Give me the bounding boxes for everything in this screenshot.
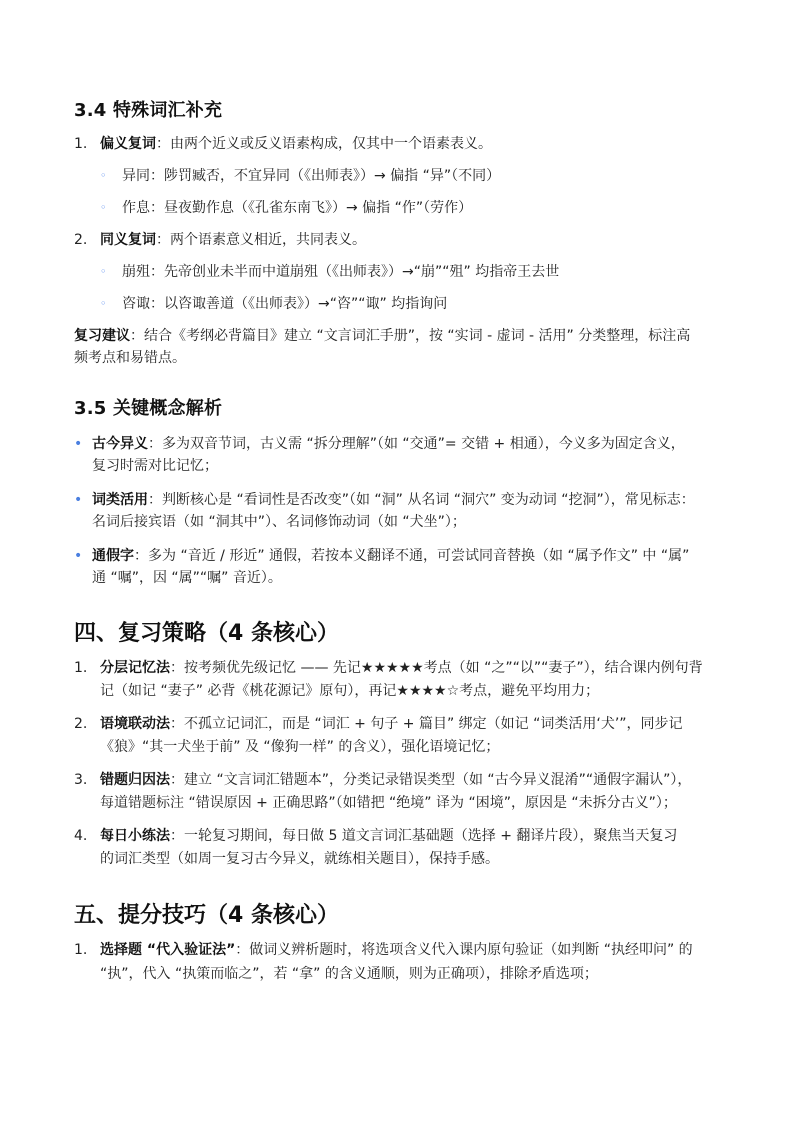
item-text: ：按考频优先级记忆 —— 先记★★★★★考点（如 “之”“以”“妻子”），结合课内例句背 — [170, 660, 703, 676]
section-5-title: 五、提分技巧（4 条核心） — [74, 903, 339, 928]
item-number: 2. — [74, 232, 88, 248]
list-item-cont: 的词汇类型（如周一复习古今异义，就练相关题目），保持手感。 — [100, 851, 499, 867]
list-item — [100, 826, 677, 846]
bullet-item-cont: 复习时需对比记忆； — [92, 458, 218, 474]
sub-item: 作息：昼夜勤作息（《孔雀东南飞》）→ 偏指 “作”（劳作） — [122, 200, 473, 216]
advice-text: ：结合《考纲必背篇目》建立 “文言词汇手册”，按 “实词 - 虚词 - 活用” 分类整理，标注高 — [130, 328, 691, 344]
sub-bullet: ◦ — [100, 265, 107, 278]
term: 复习建议 — [74, 328, 130, 344]
list-item — [100, 770, 691, 790]
item-text: ：多为 “音近 / 形近” 通假，若按本义翻译不通，可尝试同音替换（如 “属予作文” 中 “属” — [134, 548, 690, 564]
bullet-item — [92, 490, 695, 510]
term: 分层记忆法 — [100, 660, 170, 676]
bullet-item — [92, 434, 685, 454]
review-advice-line — [74, 326, 690, 346]
list-item — [100, 658, 703, 678]
sub-bullet: ◦ — [100, 169, 107, 182]
item-number: 4. — [74, 828, 88, 844]
term: 语境联动法 — [100, 716, 170, 732]
sub-item: 崩殂：先帝创业未半而中道崩殂（《出师表》）→“崩”“殂” 均指帝王去世 — [122, 264, 560, 280]
item-text: ：判断核心是 “看词性是否改变”（如 “洞” 从名词 “洞穴” 变为动词 “挖洞”），常见标志： — [148, 492, 695, 508]
term: 偏义复词 — [100, 136, 156, 152]
bullet-item-cont: 通 “嘱”，因 “属”“嘱” 音近）。 — [92, 570, 282, 586]
term: 选择题 “代入验证法” — [100, 942, 236, 958]
review-advice-line-2: 频考点和易错点。 — [74, 350, 186, 366]
term: 同义复词 — [100, 232, 156, 248]
sub-item: 咨诹：以咨诹善道（《出师表》）→“咨”“诹” 均指询问 — [122, 296, 448, 312]
item-text: ：两个语素意义相近，共同表义。 — [156, 232, 366, 248]
list-item — [100, 714, 683, 734]
list-item-cont: 《狼》“其一犬坐于前” 及 “像狗一样” 的含义），强化语境记忆； — [100, 739, 500, 755]
term: 古今异义 — [92, 436, 148, 452]
item-text: ：一轮复习期间，每日做 5 道文言词汇基础题（选择 + 翻译片段），聚焦当天复习 — [170, 828, 678, 844]
section-3-4-title: 3.4 特殊词汇补充 — [74, 100, 223, 121]
item-text: ：由两个近义或反义语素构成，仅其中一个语素表义。 — [156, 136, 492, 152]
term: 每日小练法 — [100, 828, 170, 844]
term: 错题归因法 — [100, 772, 170, 788]
list-item-cont: “执”，代入 “执策而临之”，若 “拿” 的含义通顺，则为正确项），排除矛盾选项； — [100, 966, 598, 982]
item-text: ：多为双音节词，古义需 “拆分理解”（如 “交通”= 交错 + 相通），今义多为固定含义， — [148, 436, 685, 452]
bullet-item-cont: 名词后接宾语（如 “洞其中”）、名词修饰动词（如 “犬坐”）； — [92, 514, 466, 530]
list-item — [100, 940, 693, 960]
section-4-title: 四、复习策略（4 条核心） — [74, 621, 339, 646]
item-number: 1. — [74, 942, 88, 958]
sub-bullet: ◦ — [100, 201, 107, 214]
item-text: ：不孤立记词汇，而是 “词汇 + 句子 + 篇目” 绑定（如记 “词类活用‘犬’”，同步记 — [170, 716, 683, 732]
section-3-5-title: 3.5 关键概念解析 — [74, 398, 223, 419]
sub-bullet: ◦ — [100, 297, 107, 310]
bullet: • — [74, 548, 83, 564]
item-number: 3. — [74, 772, 88, 788]
item-text: ：建立 “文言词汇错题本”，分类记录错误类型（如 “古今异义混淆”“通假字漏认”）， — [170, 772, 692, 788]
item-number: 1. — [74, 136, 88, 152]
item-number: 1. — [74, 660, 88, 676]
term: 通假字 — [92, 548, 134, 564]
list-item-cont: 记（如记 “妻子” 必背《桃花源记》原句），再记★★★★☆考点，避免平均用力； — [100, 683, 600, 699]
list-item — [100, 134, 492, 154]
term: 词类活用 — [92, 492, 148, 508]
item-text: ：做词义辨析题时，将选项含义代入课内原句验证（如判断 “执经叩问” 的 — [235, 942, 693, 958]
list-item — [100, 230, 366, 250]
bullet-item — [92, 546, 689, 566]
sub-item: 异同：陟罚臧否，不宜异同（《出师表》）→ 偏指 “异”（不同） — [122, 168, 501, 184]
bullet: • — [74, 436, 83, 452]
item-number: 2. — [74, 716, 88, 732]
list-item-cont: 每道错题标注 “错误原因 + 正确思路”（如错把 “绝境” 译为 “困境”，原因是 “未拆分古义”）； — [100, 795, 677, 811]
bullet: • — [74, 492, 83, 508]
